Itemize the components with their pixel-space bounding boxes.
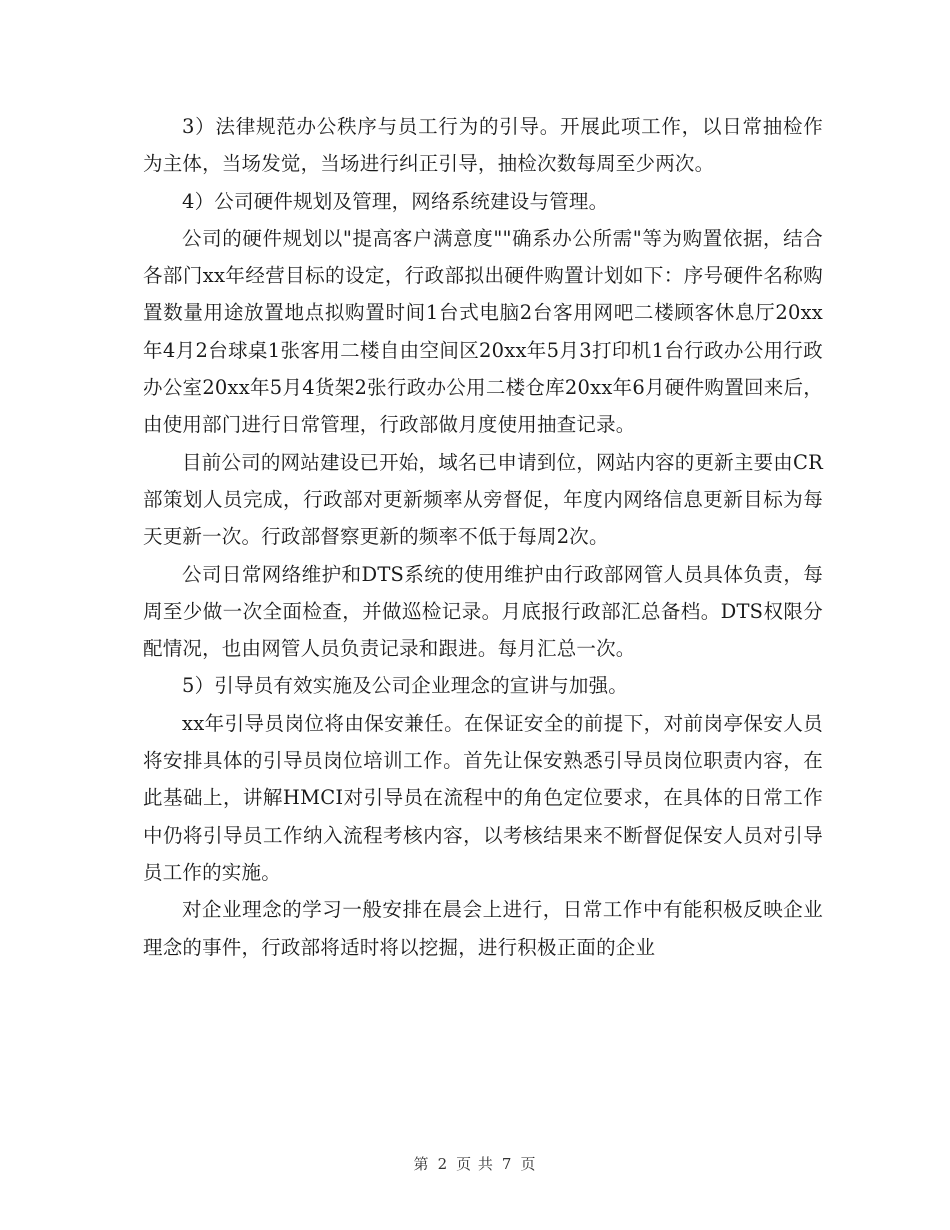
document-body [143,108,823,966]
page-footer [0,1153,950,1174]
footer-total-pages: 7 [501,1155,513,1173]
footer-current-page: 2 [437,1155,449,1173]
paragraph-hardware-plan: 公司的硬件规划以"提高客户满意度""确系办公所需"等为购置依据，结合各部门xx年经营目标的设定，行政部拟出硬件购置计划如下：序号硬件名称购置数量用途放置地点拟购置时间1台式电脑2台客用网吧二楼顾客休息厅20xx年4月2台球桌1张客用二楼自由空间区20xx年5月3打印机1台行政办公用行政办公室20xx年5月4货架2张行政办公用二楼仓库20xx年6月硬件购置回来后，由使用部门进行日常管理，行政部做月度使用抽查记录。 [143,226,823,437]
paragraph-item-3: 3）法律规范办公秩序与员工行为的引导。开展此项工作，以日常抽检作为主体，当场发觉，当场进行纠正引导，抽检次数每周至少两次。 [143,115,823,176]
paragraph-website: 目前公司的网站建设已开始，域名已申请到位，网站内容的更新主要由CR部策划人员完成，行政部对更新频率从旁督促，年度内网络信息更新目标为每天更新一次。行政部督察更新的频率不低于每周2次。 [143,450,823,549]
paragraph-corporate-philosophy: 对企业理念的学习一般安排在晨会上进行，日常工作中有能积极反映企业理念的事件，行政部将适时将以挖掘，进行积极正面的企业 [143,898,823,959]
footer-middle: 页 共 [456,1155,494,1173]
paragraph-guide-staff: xx年引导员岗位将由保安兼任。在保证安全的前提下，对前岗亭保安人员将安排具体的引导员岗位培训工作。首先让保安熟悉引导员岗位职责内容，在此基础上，讲解HMCI对引导员在流程中的角色定位要求，在具体的日常工作中仍将引导员工作纳入流程考核内容，以考核结果来不断督促保安人员对引导员工作的实施。 [143,711,823,884]
footer-suffix: 页 [520,1155,537,1173]
paragraph-item-5-heading: 5）引导员有效实施及公司企业理念的宣讲与加强。 [182,674,629,698]
paragraph-item-4-heading: 4）公司硬件规划及管理，网络系统建设与管理。 [182,189,609,213]
footer-prefix: 第 [413,1155,430,1173]
paragraph-network-maintenance: 公司日常网络维护和DTS系统的使用维护由行政部网管人员具体负责，每周至少做一次全面检查，并做巡检记录。月底报行政部汇总备档。DTS权限分配情况，也由网管人员负责记录和跟进。每月汇总一次。 [143,562,823,661]
